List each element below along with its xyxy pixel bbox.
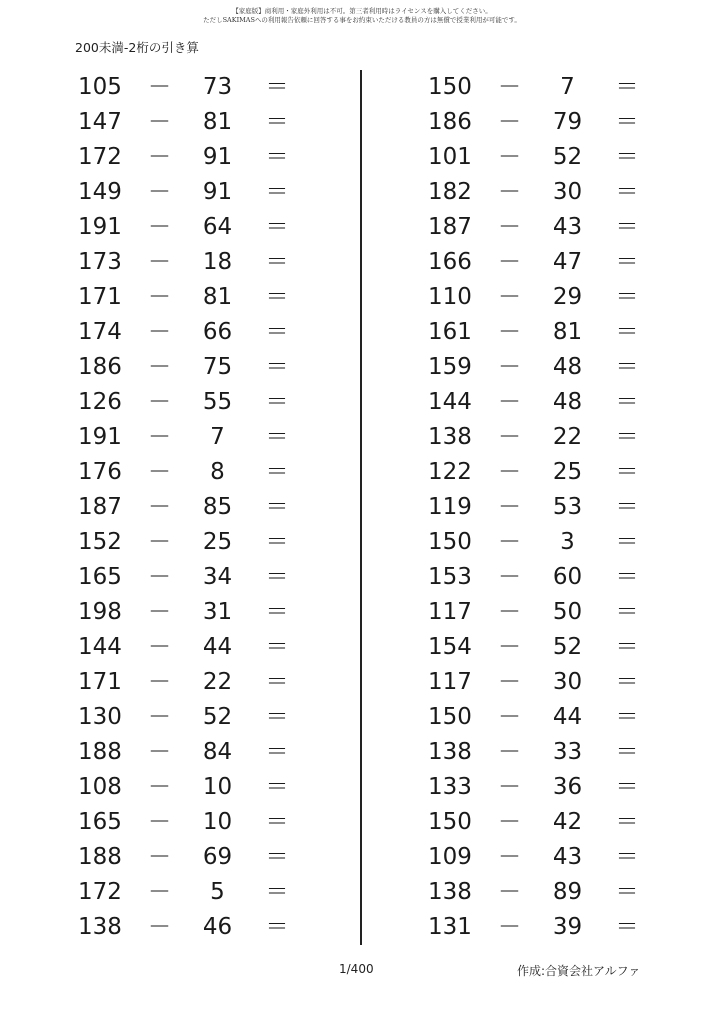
problem-row [60,770,320,805]
subtrahend: 44 [552,704,583,730]
equals-sign: ＝ [615,879,639,905]
minus-sign: － [148,74,171,100]
equals-sign: ＝ [265,844,289,870]
equals-sign: ＝ [615,704,639,730]
subtrahend: 66 [202,319,233,345]
subtrahend: 43 [552,214,583,240]
problem-row [410,805,670,840]
subtrahend: 3 [560,529,575,555]
minus-sign: － [498,564,521,590]
subtrahend: 7 [210,424,225,450]
minus-sign: － [148,319,171,345]
problem-row [410,630,670,665]
minuend: 186 [78,354,122,380]
subtrahend: 25 [202,529,233,555]
subtrahend: 8 [210,459,225,485]
minus-sign: － [148,214,171,240]
minus-sign: － [148,879,171,905]
minuend: 119 [428,494,472,520]
problem-row [60,105,320,140]
minuend: 117 [428,669,472,695]
equals-sign: ＝ [615,284,639,310]
minuend: 198 [78,599,122,625]
left-problem-column [60,70,320,945]
license-notice-line-2: ただしSAKIMASへの利用報告依頼に回答する事をお約束いただける教員の方は無償で授業利用が可能です。 [203,16,521,24]
subtrahend: 42 [552,809,583,835]
minus-sign: － [148,389,171,415]
minus-sign: － [498,809,521,835]
problem-row [410,350,670,385]
equals-sign: ＝ [615,669,639,695]
minus-sign: － [148,739,171,765]
minus-sign: － [148,809,171,835]
equals-sign: ＝ [615,354,639,380]
subtrahend: 10 [202,809,233,835]
problem-row [410,735,670,770]
problem-row [60,560,320,595]
subtrahend: 55 [202,389,233,415]
minus-sign: － [498,109,521,135]
subtrahend: 85 [202,494,233,520]
equals-sign: ＝ [615,529,639,555]
minus-sign: － [498,599,521,625]
minuend: 144 [428,389,472,415]
subtrahend: 30 [552,179,583,205]
minuend: 131 [428,914,472,940]
minus-sign: － [498,74,521,100]
minuend: 133 [428,774,472,800]
right-problem-column [410,70,670,945]
subtrahend: 30 [552,669,583,695]
subtrahend: 34 [202,564,233,590]
minuend: 110 [428,284,472,310]
problem-row [410,525,670,560]
problem-row [410,175,670,210]
problem-row [60,350,320,385]
equals-sign: ＝ [265,704,289,730]
problem-row [410,455,670,490]
minuend: 126 [78,389,122,415]
problem-row [60,735,320,770]
problem-row [60,840,320,875]
subtrahend: 84 [202,739,233,765]
equals-sign: ＝ [615,459,639,485]
equals-sign: ＝ [615,319,639,345]
subtrahend: 64 [202,214,233,240]
problem-row [410,840,670,875]
minus-sign: － [498,389,521,415]
problem-row [410,700,670,735]
equals-sign: ＝ [265,389,289,415]
minuend: 149 [78,179,122,205]
equals-sign: ＝ [615,424,639,450]
subtrahend: 22 [202,669,233,695]
subtrahend: 33 [552,739,583,765]
equals-sign: ＝ [265,879,289,905]
subtrahend: 60 [552,564,583,590]
subtrahend: 52 [202,704,233,730]
equals-sign: ＝ [265,809,289,835]
subtrahend: 53 [552,494,583,520]
minus-sign: － [498,634,521,660]
minuend: 166 [428,249,472,275]
minuend: 176 [78,459,122,485]
equals-sign: ＝ [265,354,289,380]
equals-sign: ＝ [265,739,289,765]
minuend: 188 [78,844,122,870]
problem-row [410,245,670,280]
minuend: 182 [428,179,472,205]
minuend: 138 [428,879,472,905]
minus-sign: － [498,249,521,275]
minus-sign: － [498,669,521,695]
equals-sign: ＝ [615,774,639,800]
minus-sign: － [148,634,171,660]
minus-sign: － [148,774,171,800]
minuend: 161 [428,319,472,345]
equals-sign: ＝ [615,249,639,275]
equals-sign: ＝ [615,914,639,940]
subtrahend: 46 [202,914,233,940]
equals-sign: ＝ [265,319,289,345]
subtrahend: 69 [202,844,233,870]
minuend: 165 [78,564,122,590]
minus-sign: － [148,179,171,205]
problem-row [410,315,670,350]
minuend: 172 [78,879,122,905]
minus-sign: － [498,879,521,905]
minuend: 108 [78,774,122,800]
minus-sign: － [148,914,171,940]
equals-sign: ＝ [615,494,639,520]
equals-sign: ＝ [265,284,289,310]
equals-sign: ＝ [265,914,289,940]
subtrahend: 18 [202,249,233,275]
minuend: 186 [428,109,472,135]
equals-sign: ＝ [615,179,639,205]
problem-row [410,910,670,945]
subtrahend: 48 [552,354,583,380]
minuend: 147 [78,109,122,135]
minus-sign: － [148,284,171,310]
problem-row [60,420,320,455]
minuend: 109 [428,844,472,870]
author-credit: 作成:合資会社アルファ [517,964,641,978]
problem-row [60,525,320,560]
minus-sign: － [498,529,521,555]
equals-sign: ＝ [615,844,639,870]
minus-sign: － [148,704,171,730]
subtrahend: 22 [552,424,583,450]
problem-row [60,595,320,630]
problem-row [410,210,670,245]
problem-row [60,210,320,245]
minus-sign: － [498,214,521,240]
problem-row [60,245,320,280]
subtrahend: 7 [560,74,575,100]
minus-sign: － [498,704,521,730]
problem-row [60,665,320,700]
problem-row [60,455,320,490]
minus-sign: － [148,354,171,380]
subtrahend: 52 [552,634,583,660]
minus-sign: － [148,249,171,275]
minus-sign: － [498,739,521,765]
minus-sign: － [148,844,171,870]
minuend: 171 [78,284,122,310]
equals-sign: ＝ [265,529,289,555]
problem-row [410,875,670,910]
minuend: 138 [78,914,122,940]
minuend: 187 [78,494,122,520]
subtrahend: 39 [552,914,583,940]
subtrahend: 47 [552,249,583,275]
subtrahend: 25 [552,459,583,485]
equals-sign: ＝ [265,109,289,135]
subtrahend: 81 [552,319,583,345]
equals-sign: ＝ [265,74,289,100]
problem-row [60,280,320,315]
minus-sign: － [498,284,521,310]
subtrahend: 29 [552,284,583,310]
equals-sign: ＝ [615,564,639,590]
problem-row [410,140,670,175]
subtrahend: 73 [202,74,233,100]
problem-row [60,805,320,840]
problem-row [410,595,670,630]
license-notice-line-1: 【家庭版】商利用・家庭外利用は不可。第三者利用時はライセンスを購入してください。 [232,7,492,15]
minuend: 150 [428,704,472,730]
minuend: 153 [428,564,472,590]
minuend: 138 [428,424,472,450]
equals-sign: ＝ [615,634,639,660]
equals-sign: ＝ [615,214,639,240]
problem-row [60,315,320,350]
minuend: 159 [428,354,472,380]
equals-sign: ＝ [615,144,639,170]
problem-row [60,630,320,665]
minus-sign: － [498,459,521,485]
equals-sign: ＝ [265,599,289,625]
problem-row [60,910,320,945]
minuend: 188 [78,739,122,765]
minuend: 152 [78,529,122,555]
minuend: 150 [428,529,472,555]
problem-row [410,490,670,525]
minus-sign: － [148,459,171,485]
equals-sign: ＝ [265,214,289,240]
minus-sign: － [498,319,521,345]
equals-sign: ＝ [265,774,289,800]
minus-sign: － [498,844,521,870]
minus-sign: － [498,424,521,450]
column-divider [360,70,362,945]
minuend: 173 [78,249,122,275]
problem-row [410,385,670,420]
minuend: 144 [78,634,122,660]
page-number: 1/400 [339,962,374,976]
minuend: 122 [428,459,472,485]
problem-row [410,560,670,595]
minuend: 187 [428,214,472,240]
subtrahend: 36 [552,774,583,800]
equals-sign: ＝ [615,74,639,100]
problem-row [60,175,320,210]
minuend: 191 [78,214,122,240]
worksheet-title: 200未満-2桁の引き算 [75,40,199,55]
subtrahend: 89 [552,879,583,905]
subtrahend: 81 [202,109,233,135]
minus-sign: － [148,109,171,135]
minuend: 171 [78,669,122,695]
subtrahend: 10 [202,774,233,800]
license-notice [0,7,724,25]
minuend: 191 [78,424,122,450]
subtrahend: 31 [202,599,233,625]
problem-row [410,420,670,455]
equals-sign: ＝ [615,389,639,415]
equals-sign: ＝ [265,249,289,275]
problem-row [410,70,670,105]
equals-sign: ＝ [265,494,289,520]
problem-row [410,770,670,805]
subtrahend: 91 [202,179,233,205]
minuend: 138 [428,739,472,765]
problem-row [60,70,320,105]
minus-sign: － [148,529,171,555]
minus-sign: － [498,914,521,940]
equals-sign: ＝ [615,739,639,765]
minus-sign: － [148,424,171,450]
equals-sign: ＝ [265,179,289,205]
equals-sign: ＝ [615,599,639,625]
problem-row [410,105,670,140]
equals-sign: ＝ [265,634,289,660]
subtrahend: 91 [202,144,233,170]
equals-sign: ＝ [265,669,289,695]
minuend: 154 [428,634,472,660]
minuend: 130 [78,704,122,730]
problem-row [60,700,320,735]
subtrahend: 79 [552,109,583,135]
minus-sign: － [498,144,521,170]
minuend: 150 [428,809,472,835]
subtrahend: 44 [202,634,233,660]
subtrahend: 75 [202,354,233,380]
minuend: 150 [428,74,472,100]
minuend: 172 [78,144,122,170]
problem-row [60,140,320,175]
minuend: 117 [428,599,472,625]
subtrahend: 52 [552,144,583,170]
minus-sign: － [498,354,521,380]
minus-sign: － [148,599,171,625]
subtrahend: 48 [552,389,583,415]
minus-sign: － [148,564,171,590]
problem-row [410,280,670,315]
equals-sign: ＝ [265,424,289,450]
equals-sign: ＝ [615,109,639,135]
minus-sign: － [498,179,521,205]
problem-row [60,875,320,910]
equals-sign: ＝ [615,809,639,835]
subtrahend: 43 [552,844,583,870]
minuend: 165 [78,809,122,835]
minus-sign: － [148,669,171,695]
problem-row [60,490,320,525]
minus-sign: － [148,144,171,170]
equals-sign: ＝ [265,459,289,485]
equals-sign: ＝ [265,144,289,170]
minuend: 174 [78,319,122,345]
subtrahend: 5 [210,879,225,905]
subtrahend: 81 [202,284,233,310]
subtrahend: 50 [552,599,583,625]
minus-sign: － [148,494,171,520]
minuend: 101 [428,144,472,170]
minus-sign: － [498,774,521,800]
problem-row [410,665,670,700]
minus-sign: － [498,494,521,520]
equals-sign: ＝ [265,564,289,590]
problem-row [60,385,320,420]
minuend: 105 [78,74,122,100]
